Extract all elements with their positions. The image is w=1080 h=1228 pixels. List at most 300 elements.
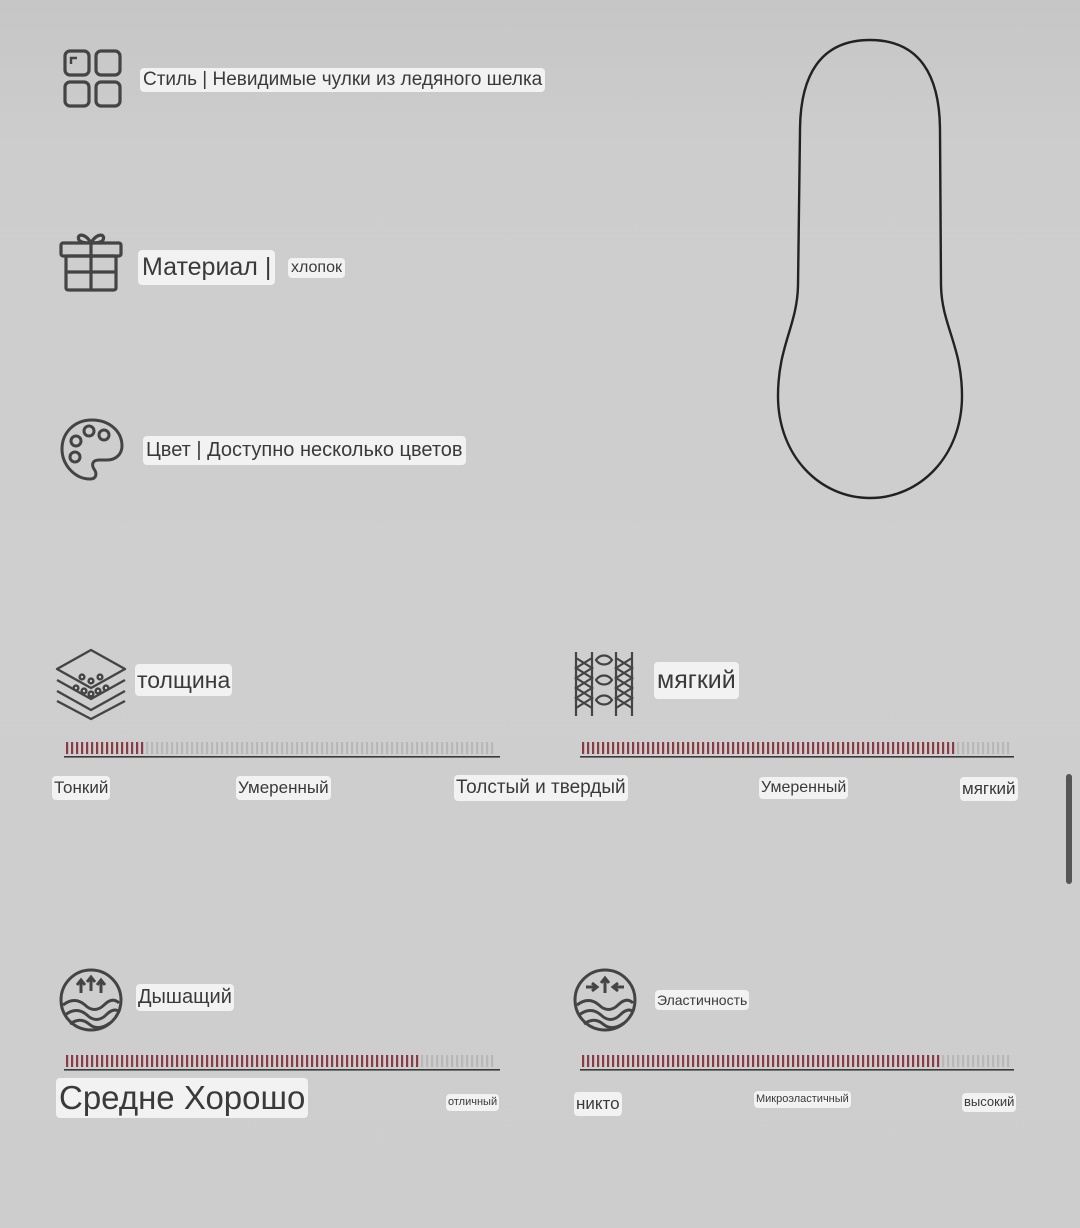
scale-tick-filled bbox=[802, 742, 804, 754]
scale-tick-filled bbox=[842, 1055, 844, 1067]
scale-tick-filled bbox=[612, 742, 614, 754]
scale-tick-filled bbox=[276, 1055, 278, 1067]
scale-tick-filled bbox=[792, 742, 794, 754]
scale-tick-filled bbox=[166, 1055, 168, 1067]
scale-tick-filled bbox=[687, 1055, 689, 1067]
scale-tick-empty bbox=[421, 742, 423, 754]
breathable-waves-icon bbox=[58, 967, 124, 1033]
scale-tick-filled bbox=[587, 742, 589, 754]
scale-tick-filled bbox=[602, 742, 604, 754]
scale-tick-filled bbox=[66, 1055, 68, 1067]
scale-tick-empty bbox=[947, 1055, 949, 1067]
scale-tick-filled bbox=[96, 1055, 98, 1067]
scale-tick-filled bbox=[121, 742, 123, 754]
scale-tick-filled bbox=[927, 1055, 929, 1067]
scale-tick-filled bbox=[81, 1055, 83, 1067]
scale-tick-empty bbox=[351, 742, 353, 754]
scale-tick-filled bbox=[867, 1055, 869, 1067]
scale-tick-empty bbox=[1007, 742, 1009, 754]
scale-tick-empty bbox=[436, 742, 438, 754]
scale-tick-empty bbox=[231, 742, 233, 754]
scrollbar[interactable] bbox=[1066, 774, 1072, 884]
scale-tick-empty bbox=[186, 742, 188, 754]
scale-tick-filled bbox=[772, 742, 774, 754]
scale-tick-empty bbox=[431, 742, 433, 754]
scale-tick-filled bbox=[857, 742, 859, 754]
scale-tick-filled bbox=[767, 1055, 769, 1067]
scale-tick-filled bbox=[236, 1055, 238, 1067]
scale-tick-empty bbox=[226, 742, 228, 754]
scale-tick-empty bbox=[957, 742, 959, 754]
scale-tick-filled bbox=[266, 1055, 268, 1067]
knit-fabric-icon bbox=[570, 650, 638, 718]
scale-tick-empty bbox=[376, 742, 378, 754]
scale-tick-filled bbox=[697, 1055, 699, 1067]
scale-tick-filled bbox=[592, 1055, 594, 1067]
scale-tick-filled bbox=[361, 1055, 363, 1067]
scale-tick-filled bbox=[201, 1055, 203, 1067]
scale-tick-filled bbox=[66, 742, 68, 754]
breathable-scale-svg bbox=[64, 1053, 500, 1073]
scale-tick-empty bbox=[211, 742, 213, 754]
scale-tick-filled bbox=[832, 1055, 834, 1067]
scale-tick-filled bbox=[221, 1055, 223, 1067]
scale-tick-filled bbox=[101, 742, 103, 754]
scale-tick-filled bbox=[642, 742, 644, 754]
scale-tick-filled bbox=[797, 1055, 799, 1067]
scale-tick-empty bbox=[967, 1055, 969, 1067]
scale-tick-filled bbox=[842, 742, 844, 754]
scale-tick-filled bbox=[782, 1055, 784, 1067]
scale-tick-filled bbox=[71, 1055, 73, 1067]
scale-tick-empty bbox=[491, 742, 493, 754]
scale-tick-empty bbox=[476, 1055, 478, 1067]
scale-tick-empty bbox=[992, 1055, 994, 1067]
scale-tick-filled bbox=[717, 742, 719, 754]
scale-tick-filled bbox=[161, 1055, 163, 1067]
scale-tick-filled bbox=[682, 1055, 684, 1067]
scale-tick-filled bbox=[757, 1055, 759, 1067]
scale-tick-filled bbox=[632, 1055, 634, 1067]
scale-tick-empty bbox=[246, 742, 248, 754]
scale-tick-filled bbox=[141, 1055, 143, 1067]
scale-tick-filled bbox=[787, 1055, 789, 1067]
scale-tick-empty bbox=[977, 1055, 979, 1067]
scale-tick-empty bbox=[286, 742, 288, 754]
scale-tick-filled bbox=[807, 742, 809, 754]
scale-tick-empty bbox=[446, 1055, 448, 1067]
scale-tick-filled bbox=[171, 1055, 173, 1067]
scale-tick-filled bbox=[156, 1055, 158, 1067]
scale-tick-empty bbox=[391, 742, 393, 754]
thickness-scale-bar bbox=[64, 740, 500, 760]
scale-tick-empty bbox=[271, 742, 273, 754]
scale-tick-empty bbox=[486, 1055, 488, 1067]
scale-tick-filled bbox=[942, 742, 944, 754]
scale-tick-empty bbox=[321, 742, 323, 754]
scale-tick-filled bbox=[862, 742, 864, 754]
softness-label-moderate: Умеренный bbox=[759, 777, 848, 799]
scale-tick-filled bbox=[777, 1055, 779, 1067]
scale-tick-filled bbox=[722, 1055, 724, 1067]
scale-tick-filled bbox=[141, 742, 143, 754]
scale-tick-filled bbox=[837, 742, 839, 754]
scale-tick-filled bbox=[391, 1055, 393, 1067]
scale-tick-filled bbox=[707, 742, 709, 754]
scale-tick-filled bbox=[592, 742, 594, 754]
scale-tick-empty bbox=[942, 1055, 944, 1067]
scale-tick-filled bbox=[932, 742, 934, 754]
scale-tick-empty bbox=[471, 1055, 473, 1067]
scale-tick-filled bbox=[827, 1055, 829, 1067]
scale-tick-filled bbox=[366, 1055, 368, 1067]
scale-tick-filled bbox=[737, 742, 739, 754]
scale-tick-filled bbox=[752, 742, 754, 754]
scale-tick-empty bbox=[396, 742, 398, 754]
scale-tick-filled bbox=[922, 742, 924, 754]
thickness-label-moderate: Умеренный bbox=[236, 776, 331, 800]
scale-tick-filled bbox=[927, 742, 929, 754]
scale-tick-empty bbox=[446, 742, 448, 754]
scale-tick-filled bbox=[847, 742, 849, 754]
scale-tick-filled bbox=[692, 1055, 694, 1067]
scale-tick-filled bbox=[902, 1055, 904, 1067]
scale-tick-filled bbox=[827, 742, 829, 754]
elasticity-scale-svg bbox=[580, 1053, 1014, 1073]
scale-tick-filled bbox=[146, 1055, 148, 1067]
scale-tick-filled bbox=[667, 1055, 669, 1067]
scale-tick-filled bbox=[281, 1055, 283, 1067]
scale-tick-filled bbox=[882, 1055, 884, 1067]
scale-tick-filled bbox=[206, 1055, 208, 1067]
scale-tick-filled bbox=[757, 742, 759, 754]
scale-tick-filled bbox=[131, 1055, 133, 1067]
scale-baseline bbox=[580, 756, 1014, 758]
scale-tick-filled bbox=[76, 1055, 78, 1067]
scale-tick-filled bbox=[191, 1055, 193, 1067]
scale-tick-empty bbox=[206, 742, 208, 754]
scale-tick-filled bbox=[186, 1055, 188, 1067]
scale-tick-filled bbox=[86, 742, 88, 754]
scale-tick-filled bbox=[396, 1055, 398, 1067]
scale-tick-filled bbox=[106, 1055, 108, 1067]
scale-tick-filled bbox=[597, 742, 599, 754]
scale-tick-empty bbox=[241, 742, 243, 754]
scale-tick-empty bbox=[461, 742, 463, 754]
scale-tick-empty bbox=[471, 742, 473, 754]
scale-tick-filled bbox=[376, 1055, 378, 1067]
scale-tick-empty bbox=[296, 742, 298, 754]
scale-tick-empty bbox=[346, 742, 348, 754]
scale-tick-filled bbox=[907, 1055, 909, 1067]
scale-tick-filled bbox=[812, 742, 814, 754]
scale-tick-filled bbox=[381, 1055, 383, 1067]
scale-tick-filled bbox=[852, 1055, 854, 1067]
scale-tick-empty bbox=[191, 742, 193, 754]
scale-tick-filled bbox=[822, 742, 824, 754]
scale-tick-empty bbox=[336, 742, 338, 754]
elastic-waves-icon bbox=[572, 967, 638, 1033]
scale-tick-empty bbox=[992, 742, 994, 754]
scale-tick-filled bbox=[947, 742, 949, 754]
scale-tick-filled bbox=[727, 1055, 729, 1067]
scale-tick-empty bbox=[426, 742, 428, 754]
scale-tick-filled bbox=[406, 1055, 408, 1067]
scale-tick-filled bbox=[662, 742, 664, 754]
scale-tick-empty bbox=[276, 742, 278, 754]
scale-tick-empty bbox=[1002, 742, 1004, 754]
scale-tick-empty bbox=[381, 742, 383, 754]
scale-tick-empty bbox=[476, 742, 478, 754]
scale-tick-filled bbox=[101, 1055, 103, 1067]
scale-tick-filled bbox=[792, 1055, 794, 1067]
scale-tick-filled bbox=[862, 1055, 864, 1067]
scale-tick-filled bbox=[897, 1055, 899, 1067]
scale-tick-empty bbox=[967, 742, 969, 754]
scale-tick-empty bbox=[962, 1055, 964, 1067]
scale-tick-filled bbox=[296, 1055, 298, 1067]
scale-tick-empty bbox=[156, 742, 158, 754]
scale-tick-filled bbox=[677, 742, 679, 754]
scale-tick-filled bbox=[231, 1055, 233, 1067]
scale-tick-empty bbox=[401, 742, 403, 754]
scale-tick-empty bbox=[441, 1055, 443, 1067]
scale-tick-filled bbox=[622, 742, 624, 754]
softness-scale-svg bbox=[580, 740, 1014, 760]
scale-tick-filled bbox=[71, 742, 73, 754]
palette-icon bbox=[59, 417, 125, 483]
scale-tick-filled bbox=[612, 1055, 614, 1067]
scale-tick-filled bbox=[937, 742, 939, 754]
scale-tick-filled bbox=[657, 1055, 659, 1067]
thickness-scale-svg bbox=[64, 740, 500, 760]
scale-tick-filled bbox=[872, 742, 874, 754]
scale-tick-empty bbox=[962, 742, 964, 754]
scale-tick-empty bbox=[151, 742, 153, 754]
scale-tick-empty bbox=[161, 742, 163, 754]
elasticity-label-micro: Микроэластичный bbox=[754, 1091, 851, 1108]
scale-tick-filled bbox=[747, 1055, 749, 1067]
scale-tick-filled bbox=[742, 1055, 744, 1067]
scale-tick-empty bbox=[166, 742, 168, 754]
scale-tick-filled bbox=[917, 742, 919, 754]
scale-tick-empty bbox=[441, 742, 443, 754]
scale-tick-filled bbox=[416, 1055, 418, 1067]
thickness-title: толщина bbox=[135, 664, 232, 696]
scale-tick-empty bbox=[386, 742, 388, 754]
scale-tick-filled bbox=[411, 1055, 413, 1067]
scale-tick-filled bbox=[587, 1055, 589, 1067]
scale-tick-filled bbox=[607, 1055, 609, 1067]
scale-tick-filled bbox=[852, 742, 854, 754]
scale-tick-empty bbox=[1002, 1055, 1004, 1067]
scale-tick-filled bbox=[857, 1055, 859, 1067]
scale-tick-filled bbox=[707, 1055, 709, 1067]
scale-tick-filled bbox=[667, 742, 669, 754]
scale-tick-filled bbox=[817, 1055, 819, 1067]
scale-tick-filled bbox=[867, 742, 869, 754]
scale-tick-filled bbox=[627, 742, 629, 754]
scale-tick-empty bbox=[972, 742, 974, 754]
scale-tick-filled bbox=[722, 742, 724, 754]
scale-tick-filled bbox=[922, 1055, 924, 1067]
scale-tick-filled bbox=[126, 1055, 128, 1067]
scale-tick-filled bbox=[291, 1055, 293, 1067]
scale-tick-filled bbox=[136, 742, 138, 754]
scale-tick-filled bbox=[321, 1055, 323, 1067]
scale-tick-filled bbox=[346, 1055, 348, 1067]
scale-tick-filled bbox=[356, 1055, 358, 1067]
softness-label-soft: мягкий bbox=[960, 777, 1018, 801]
scale-tick-empty bbox=[491, 1055, 493, 1067]
scale-tick-filled bbox=[111, 742, 113, 754]
scale-tick-filled bbox=[151, 1055, 153, 1067]
scale-tick-filled bbox=[887, 742, 889, 754]
scale-tick-filled bbox=[582, 742, 584, 754]
scale-tick-filled bbox=[111, 1055, 113, 1067]
scale-tick-empty bbox=[306, 742, 308, 754]
scale-tick-empty bbox=[181, 742, 183, 754]
scale-tick-filled bbox=[326, 1055, 328, 1067]
scale-tick-filled bbox=[627, 1055, 629, 1067]
scale-tick-filled bbox=[91, 742, 93, 754]
scale-tick-empty bbox=[997, 742, 999, 754]
scale-tick-filled bbox=[732, 742, 734, 754]
scale-tick-empty bbox=[221, 742, 223, 754]
material-value: хлопок bbox=[288, 258, 345, 278]
scale-tick-filled bbox=[597, 1055, 599, 1067]
scale-tick-filled bbox=[782, 742, 784, 754]
scale-tick-filled bbox=[622, 1055, 624, 1067]
thickness-label-thick: Толстый и твердый bbox=[454, 775, 628, 801]
scale-tick-filled bbox=[832, 742, 834, 754]
scale-tick-filled bbox=[912, 742, 914, 754]
scale-tick-empty bbox=[997, 1055, 999, 1067]
scale-tick-empty bbox=[426, 1055, 428, 1067]
scale-tick-filled bbox=[371, 1055, 373, 1067]
scale-tick-empty bbox=[251, 742, 253, 754]
scale-tick-empty bbox=[311, 742, 313, 754]
scale-tick-empty bbox=[261, 742, 263, 754]
scale-tick-empty bbox=[481, 1055, 483, 1067]
scale-tick-filled bbox=[607, 742, 609, 754]
scale-tick-empty bbox=[436, 1055, 438, 1067]
scale-tick-empty bbox=[982, 1055, 984, 1067]
scale-tick-filled bbox=[872, 1055, 874, 1067]
scale-tick-filled bbox=[106, 742, 108, 754]
scale-tick-filled bbox=[196, 1055, 198, 1067]
scale-tick-filled bbox=[642, 1055, 644, 1067]
scale-tick-filled bbox=[877, 742, 879, 754]
scale-tick-filled bbox=[892, 1055, 894, 1067]
scale-tick-filled bbox=[582, 1055, 584, 1067]
scale-tick-filled bbox=[912, 1055, 914, 1067]
scale-tick-filled bbox=[752, 1055, 754, 1067]
elasticity-label-high: высокий bbox=[962, 1093, 1016, 1112]
scale-tick-filled bbox=[897, 742, 899, 754]
scale-tick-filled bbox=[712, 742, 714, 754]
scale-tick-filled bbox=[937, 1055, 939, 1067]
scale-tick-filled bbox=[727, 742, 729, 754]
scale-tick-filled bbox=[817, 742, 819, 754]
scale-tick-filled bbox=[271, 1055, 273, 1067]
scale-tick-empty bbox=[486, 742, 488, 754]
scale-tick-filled bbox=[136, 1055, 138, 1067]
scale-tick-empty bbox=[982, 742, 984, 754]
breathable-label-excellent: отличный bbox=[446, 1094, 499, 1111]
scale-tick-empty bbox=[301, 742, 303, 754]
scale-tick-empty bbox=[987, 742, 989, 754]
scale-tick-filled bbox=[802, 1055, 804, 1067]
scale-tick-filled bbox=[216, 1055, 218, 1067]
elasticity-label-none: никто bbox=[574, 1092, 622, 1116]
scale-tick-filled bbox=[847, 1055, 849, 1067]
material-label: Материал | bbox=[138, 250, 275, 285]
scale-tick-filled bbox=[682, 742, 684, 754]
scale-tick-empty bbox=[421, 1055, 423, 1067]
scale-tick-filled bbox=[351, 1055, 353, 1067]
scale-tick-filled bbox=[116, 1055, 118, 1067]
scale-tick-filled bbox=[652, 1055, 654, 1067]
thickness-label-thin: Тонкий bbox=[52, 776, 110, 800]
elasticity-scale-bar bbox=[580, 1053, 1014, 1073]
scale-baseline bbox=[64, 756, 500, 758]
scale-tick-empty bbox=[316, 742, 318, 754]
scale-tick-filled bbox=[637, 742, 639, 754]
scale-tick-filled bbox=[617, 742, 619, 754]
scale-tick-filled bbox=[336, 1055, 338, 1067]
scale-tick-filled bbox=[637, 1055, 639, 1067]
scale-tick-filled bbox=[652, 742, 654, 754]
scale-tick-filled bbox=[662, 1055, 664, 1067]
scale-tick-filled bbox=[647, 1055, 649, 1067]
scale-baseline bbox=[64, 1069, 500, 1071]
breathable-scale-bar bbox=[64, 1053, 500, 1073]
scale-tick-empty bbox=[466, 742, 468, 754]
scale-tick-empty bbox=[341, 742, 343, 754]
softness-title: мягкий bbox=[654, 662, 739, 699]
scale-tick-filled bbox=[116, 742, 118, 754]
scale-tick-filled bbox=[261, 1055, 263, 1067]
scale-tick-empty bbox=[977, 742, 979, 754]
scale-tick-filled bbox=[892, 742, 894, 754]
scale-tick-filled bbox=[602, 1055, 604, 1067]
scale-tick-filled bbox=[887, 1055, 889, 1067]
scale-tick-empty bbox=[416, 742, 418, 754]
scale-tick-empty bbox=[952, 1055, 954, 1067]
scale-tick-empty bbox=[291, 742, 293, 754]
sock-sole-outline-icon bbox=[770, 36, 970, 506]
scale-tick-filled bbox=[316, 1055, 318, 1067]
scale-tick-filled bbox=[952, 742, 954, 754]
style-text: Стиль | Невидимые чулки из ледяного шелка bbox=[140, 68, 545, 92]
scale-tick-filled bbox=[712, 1055, 714, 1067]
scale-tick-empty bbox=[411, 742, 413, 754]
scale-tick-empty bbox=[456, 742, 458, 754]
scale-tick-filled bbox=[76, 742, 78, 754]
scale-tick-empty bbox=[451, 1055, 453, 1067]
scale-tick-filled bbox=[907, 742, 909, 754]
scale-tick-filled bbox=[882, 742, 884, 754]
scale-tick-filled bbox=[256, 1055, 258, 1067]
scale-tick-filled bbox=[647, 742, 649, 754]
scale-tick-filled bbox=[772, 1055, 774, 1067]
scale-tick-filled bbox=[181, 1055, 183, 1067]
scale-tick-filled bbox=[121, 1055, 123, 1067]
scale-tick-filled bbox=[286, 1055, 288, 1067]
scale-tick-filled bbox=[822, 1055, 824, 1067]
scale-tick-empty bbox=[196, 742, 198, 754]
